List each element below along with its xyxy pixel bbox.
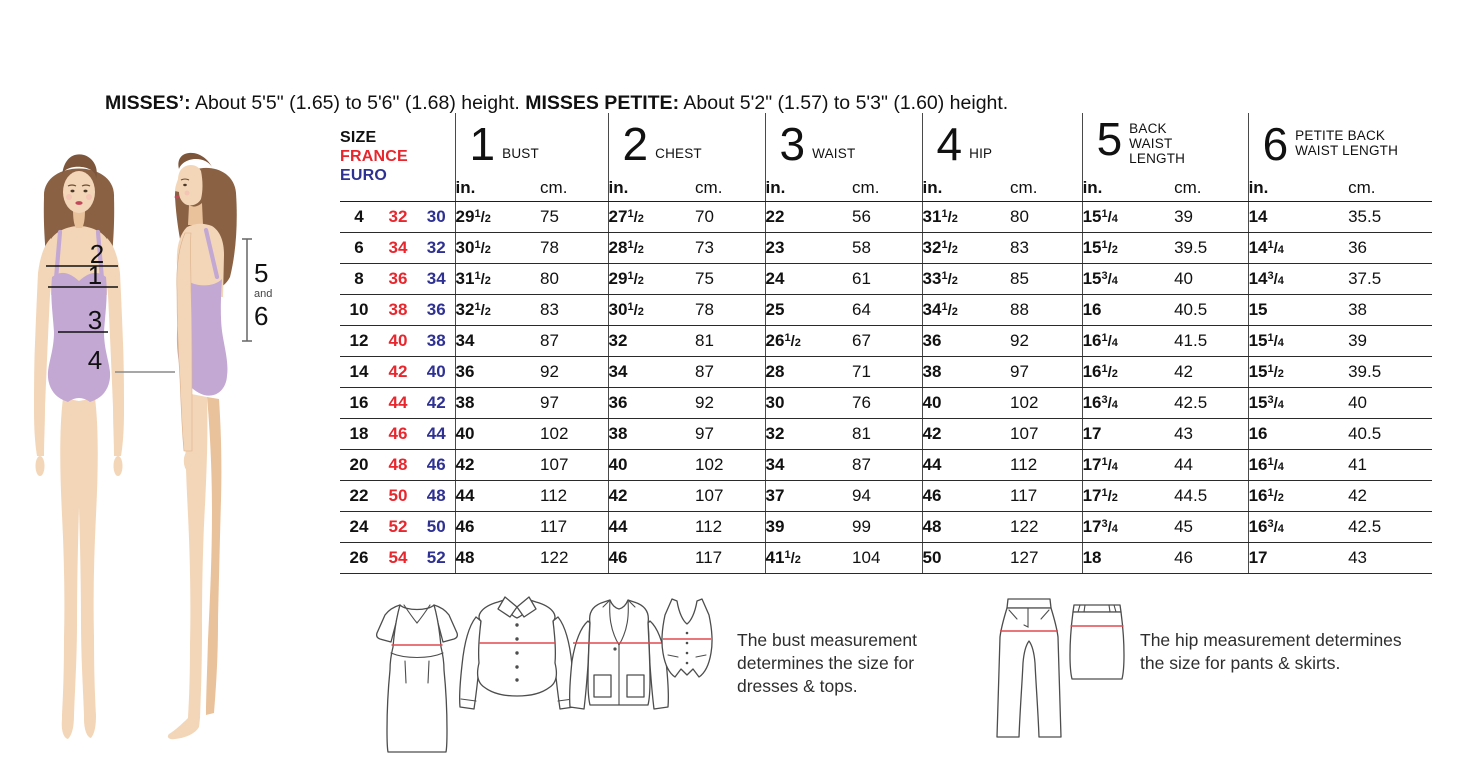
cm-value: 61: [852, 263, 922, 294]
size-euro-value: 42: [418, 387, 455, 418]
inch-value: $30^1/2$: [455, 232, 540, 263]
column-number: 2: [622, 118, 649, 171]
size-us-value: 14: [340, 356, 378, 387]
size-table-body: [340, 201, 1432, 573]
front-arm-left: [34, 238, 51, 456]
column-header-waist: [765, 113, 922, 175]
misses-petite-label: MISSES PETITE:: [525, 91, 680, 114]
unit-in-label: in.: [1082, 175, 1174, 201]
measurement-figure-illustration: [15, 135, 325, 755]
size-euro-value: 32: [418, 232, 455, 263]
inch-value: $15^3/4$: [1082, 263, 1174, 294]
table-row: [340, 294, 1432, 325]
inch-value: $31^1/2$: [455, 263, 540, 294]
size-euro-value: 38: [418, 325, 455, 356]
column-header-chest: [608, 113, 765, 175]
cm-value: 85: [1010, 263, 1082, 294]
cm-value: 35.5: [1348, 201, 1432, 232]
cm-value: 102: [695, 449, 765, 480]
inch-value: 48: [455, 542, 540, 573]
cm-value: 44: [1174, 449, 1248, 480]
unit-cm-label: cm.: [695, 175, 765, 201]
cm-value: 39: [1174, 201, 1248, 232]
cm-value: 112: [540, 480, 608, 511]
cm-value: 39.5: [1348, 356, 1432, 387]
inch-value: $16^1/4$: [1248, 449, 1348, 480]
cm-value: 87: [852, 449, 922, 480]
inch-value: 16: [1248, 418, 1348, 449]
hip-note: The hip measurement determines the size for pants & skirts.: [1140, 630, 1402, 673]
size-measurement-table: [340, 113, 1432, 574]
units-row: [340, 175, 1432, 201]
inch-value: 46: [455, 511, 540, 542]
inch-value: 42: [608, 480, 695, 511]
inch-value: 28: [765, 356, 852, 387]
cm-value: 37.5: [1348, 263, 1432, 294]
marker-waist: 3: [87, 305, 103, 335]
inch-value: $16^3/4$: [1248, 511, 1348, 542]
size-us-value: 4: [340, 201, 378, 232]
cm-value: 46: [1174, 542, 1248, 573]
inch-value: $15^1/2$: [1082, 232, 1174, 263]
inch-value: $15^1/2$: [1248, 356, 1348, 387]
inch-value: $27^1/2$: [608, 201, 695, 232]
inch-value: 40: [922, 387, 1010, 418]
cm-value: 107: [695, 480, 765, 511]
inch-value: 25: [765, 294, 852, 325]
marker-petite-back-waist: 6: [254, 301, 269, 331]
inch-value: 42: [922, 418, 1010, 449]
front-arm-right: [107, 238, 124, 456]
cm-value: 42: [1174, 356, 1248, 387]
column-header-back-waist-length: [1082, 113, 1248, 175]
inch-value: 42: [455, 449, 540, 480]
inch-value: $34^1/2$: [922, 294, 1010, 325]
measure-groups-row: [340, 113, 1432, 175]
size-us-value: 10: [340, 294, 378, 325]
cm-value: 70: [695, 201, 765, 232]
marker-back-waist: 5: [254, 258, 269, 288]
table-row: [340, 542, 1432, 573]
column-number: 3: [779, 118, 806, 171]
skirt-illustration: [1070, 605, 1124, 679]
table-row: [340, 511, 1432, 542]
size-us-value: 6: [340, 232, 378, 263]
inch-value: 50: [922, 542, 1010, 573]
cm-value: 36: [1348, 232, 1432, 263]
table-row: [340, 325, 1432, 356]
size-euro-value: 34: [418, 263, 455, 294]
column-label: HIP: [969, 145, 993, 161]
inch-value: 22: [765, 201, 852, 232]
unit-cm-label: cm.: [1174, 175, 1248, 201]
front-leotard: [48, 273, 110, 402]
cm-value: 87: [540, 325, 608, 356]
cm-value: 97: [695, 418, 765, 449]
column-label: BUST: [502, 145, 539, 161]
inch-value: 44: [922, 449, 1010, 480]
column-label: PETITE BACK WAIST LENGTH: [1295, 127, 1399, 158]
size-us-value: 16: [340, 387, 378, 418]
column-header-bust: [455, 113, 608, 175]
side-figure: [168, 153, 237, 739]
inch-value: $30^1/2$: [608, 294, 695, 325]
inch-value: 40: [455, 418, 540, 449]
table-row: [340, 232, 1432, 263]
table-row: [340, 201, 1432, 232]
inch-value: $28^1/2$: [608, 232, 695, 263]
size-us-value: 20: [340, 449, 378, 480]
column-number: 5: [1096, 113, 1123, 165]
inch-value: 34: [455, 325, 540, 356]
size-euro-value: 48: [418, 480, 455, 511]
cm-value: 92: [1010, 325, 1082, 356]
table-row: [340, 418, 1432, 449]
unit-cm-label: cm.: [852, 175, 922, 201]
size-us-value: 22: [340, 480, 378, 511]
inch-value: 34: [608, 356, 695, 387]
inch-value: 38: [608, 418, 695, 449]
cm-value: 88: [1010, 294, 1082, 325]
dress-illustration: [377, 605, 458, 752]
marker-chest: 2: [89, 239, 105, 269]
inch-value: $32^1/2$: [455, 294, 540, 325]
unit-cm-label: cm.: [540, 175, 608, 201]
inch-value: 36: [455, 356, 540, 387]
marker-hip: 4: [87, 345, 103, 375]
inch-value: $32^1/2$: [922, 232, 1010, 263]
column-number: 1: [469, 118, 496, 171]
cm-value: 42.5: [1174, 387, 1248, 418]
table-row: [340, 356, 1432, 387]
size-france-value: 52: [378, 511, 418, 542]
cm-value: 122: [540, 542, 608, 573]
inch-value: 16: [1082, 294, 1174, 325]
inch-value: 17: [1248, 542, 1348, 573]
size-france-value: 32: [378, 201, 418, 232]
cm-value: 58: [852, 232, 922, 263]
size-france-value: 50: [378, 480, 418, 511]
side-leg-back: [206, 397, 221, 715]
misses-label: MISSES’:: [105, 91, 191, 114]
cm-value: 76: [852, 387, 922, 418]
cm-value: 41: [1348, 449, 1432, 480]
size-france-value: 34: [378, 232, 418, 263]
cm-value: 99: [852, 511, 922, 542]
table-row: [340, 480, 1432, 511]
size-euro-value: 46: [418, 449, 455, 480]
size-france-value: 38: [378, 294, 418, 325]
pants-illustration: [997, 599, 1061, 737]
unit-in-label: in.: [1248, 175, 1348, 201]
size-us-value: 12: [340, 325, 378, 356]
cm-value: 107: [1010, 418, 1082, 449]
cm-value: 39: [1348, 325, 1432, 356]
cm-value: 40: [1174, 263, 1248, 294]
size-euro-value: 30: [418, 201, 455, 232]
france-label: FRANCE: [340, 148, 408, 166]
cm-value: 112: [695, 511, 765, 542]
size-france-value: 44: [378, 387, 418, 418]
inch-value: 32: [765, 418, 852, 449]
cm-value: 42: [1348, 480, 1432, 511]
inch-value: $14^1/4$: [1248, 232, 1348, 263]
cm-value: 40: [1348, 387, 1432, 418]
inch-value: $33^1/2$: [922, 263, 1010, 294]
cm-value: 43: [1348, 542, 1432, 573]
table-row: [340, 449, 1432, 480]
size-euro-value: 50: [418, 511, 455, 542]
size-us-value: 18: [340, 418, 378, 449]
size-france-value: 48: [378, 449, 418, 480]
inch-value: $15^3/4$: [1248, 387, 1348, 418]
inch-value: $29^1/2$: [455, 201, 540, 232]
front-figure: [34, 154, 124, 739]
jacket-illustration: [570, 600, 669, 709]
cm-value: 122: [1010, 511, 1082, 542]
inch-value: $17^1/4$: [1082, 449, 1174, 480]
inch-value: 18: [1082, 542, 1174, 573]
inch-value: $16^1/2$: [1082, 356, 1174, 387]
bust-note: The bust measurement determines the size for dresses & tops.: [737, 630, 917, 696]
size-label: SIZE: [340, 129, 377, 147]
cm-value: 42.5: [1348, 511, 1432, 542]
inch-value: 44: [455, 480, 540, 511]
cm-value: 127: [1010, 542, 1082, 573]
column-label: BACK WAIST LENGTH: [1129, 121, 1186, 166]
size-euro-value: 40: [418, 356, 455, 387]
inch-value: 40: [608, 449, 695, 480]
cm-value: 107: [540, 449, 608, 480]
size-france-value: 46: [378, 418, 418, 449]
unit-in-label: in.: [922, 175, 1010, 201]
inch-value: 15: [1248, 294, 1348, 325]
inch-value: 48: [922, 511, 1010, 542]
side-arm: [177, 233, 192, 451]
cm-value: 117: [540, 511, 608, 542]
size-france-value: 42: [378, 356, 418, 387]
size-header-block: [340, 113, 455, 201]
column-label: CHEST: [655, 145, 702, 161]
inch-value: $41^1/2$: [765, 542, 852, 573]
cm-value: 81: [695, 325, 765, 356]
inch-value: $14^3/4$: [1248, 263, 1348, 294]
cm-value: 92: [540, 356, 608, 387]
inch-value: 30: [765, 387, 852, 418]
cm-value: 117: [695, 542, 765, 573]
size-euro-value: 52: [418, 542, 455, 573]
cm-value: 104: [852, 542, 922, 573]
cm-value: 40.5: [1348, 418, 1432, 449]
inch-value: 39: [765, 511, 852, 542]
inch-value: 46: [608, 542, 695, 573]
inch-value: 38: [922, 356, 1010, 387]
cm-value: 40.5: [1174, 294, 1248, 325]
cm-value: 117: [1010, 480, 1082, 511]
cm-value: 97: [540, 387, 608, 418]
inch-value: $16^1/2$: [1248, 480, 1348, 511]
column-number: 6: [1262, 118, 1289, 171]
cm-value: 75: [695, 263, 765, 294]
blouse-illustration: [460, 597, 575, 709]
front-leg-left: [60, 398, 80, 715]
size-france-value: 40: [378, 325, 418, 356]
unit-in-label: in.: [608, 175, 695, 201]
size-us-value: 26: [340, 542, 378, 573]
inch-value: $29^1/2$: [608, 263, 695, 294]
size-euro-value: 36: [418, 294, 455, 325]
cm-value: 73: [695, 232, 765, 263]
cm-value: 94: [852, 480, 922, 511]
inch-value: 17: [1082, 418, 1174, 449]
cm-value: 80: [1010, 201, 1082, 232]
height-info-line: [105, 90, 1008, 116]
cm-value: 80: [540, 263, 608, 294]
inch-value: 36: [922, 325, 1010, 356]
cm-value: 112: [1010, 449, 1082, 480]
cm-value: 75: [540, 201, 608, 232]
size-france-value: 54: [378, 542, 418, 573]
unit-in-label: in.: [455, 175, 540, 201]
column-label: WAIST: [812, 145, 856, 161]
inch-value: 14: [1248, 201, 1348, 232]
misses-height-text: About 5'5" (1.65) to 5'6" (1.68) height.: [190, 91, 526, 114]
euro-label: EURO: [340, 167, 388, 185]
cm-value: 64: [852, 294, 922, 325]
cm-value: 43: [1174, 418, 1248, 449]
inch-value: 34: [765, 449, 852, 480]
inch-value: $15^1/4$: [1248, 325, 1348, 356]
table-row: [340, 387, 1432, 418]
size-euro-value: 44: [418, 418, 455, 449]
cm-value: 67: [852, 325, 922, 356]
unit-cm-label: cm.: [1348, 175, 1432, 201]
marker-bust: 1: [87, 260, 103, 290]
inch-value: $16^1/4$: [1082, 325, 1174, 356]
inch-value: 46: [922, 480, 1010, 511]
inch-value: $17^3/4$: [1082, 511, 1174, 542]
inch-value: 37: [765, 480, 852, 511]
inch-value: $31^1/2$: [922, 201, 1010, 232]
cm-value: 41.5: [1174, 325, 1248, 356]
unit-in-label: in.: [765, 175, 852, 201]
cm-value: 102: [1010, 387, 1082, 418]
cm-value: 83: [1010, 232, 1082, 263]
inch-value: 44: [608, 511, 695, 542]
cm-value: 83: [540, 294, 608, 325]
cm-value: 102: [540, 418, 608, 449]
inch-value: 32: [608, 325, 695, 356]
inch-value: $15^1/4$: [1082, 201, 1174, 232]
size-us-value: 24: [340, 511, 378, 542]
vest-illustration: [662, 599, 712, 677]
column-header-hip: [922, 113, 1082, 175]
marker-and: and: [254, 288, 273, 300]
cm-value: 97: [1010, 356, 1082, 387]
front-leg-right: [78, 398, 98, 715]
column-number: 4: [936, 118, 963, 171]
inch-value: 24: [765, 263, 852, 294]
cm-value: 71: [852, 356, 922, 387]
inch-value: $26^1/2$: [765, 325, 852, 356]
inch-value: $17^1/2$: [1082, 480, 1174, 511]
size-france-value: 36: [378, 263, 418, 294]
cm-value: 87: [695, 356, 765, 387]
cm-value: 44.5: [1174, 480, 1248, 511]
cm-value: 78: [695, 294, 765, 325]
cm-value: 45: [1174, 511, 1248, 542]
size-us-value: 8: [340, 263, 378, 294]
inch-value: 23: [765, 232, 852, 263]
column-header-petite-back-waist-length: [1248, 113, 1432, 175]
table-row: [340, 263, 1432, 294]
cm-value: 38: [1348, 294, 1432, 325]
cm-value: 92: [695, 387, 765, 418]
inch-value: 38: [455, 387, 540, 418]
cm-value: 39.5: [1174, 232, 1248, 263]
cm-value: 56: [852, 201, 922, 232]
inch-value: $16^3/4$: [1082, 387, 1174, 418]
inch-value: 36: [608, 387, 695, 418]
unit-cm-label: cm.: [1010, 175, 1082, 201]
cm-value: 78: [540, 232, 608, 263]
misses-petite-height-text: About 5'2" (1.57) to 5'3" (1.60) height.: [679, 91, 1009, 114]
cm-value: 81: [852, 418, 922, 449]
